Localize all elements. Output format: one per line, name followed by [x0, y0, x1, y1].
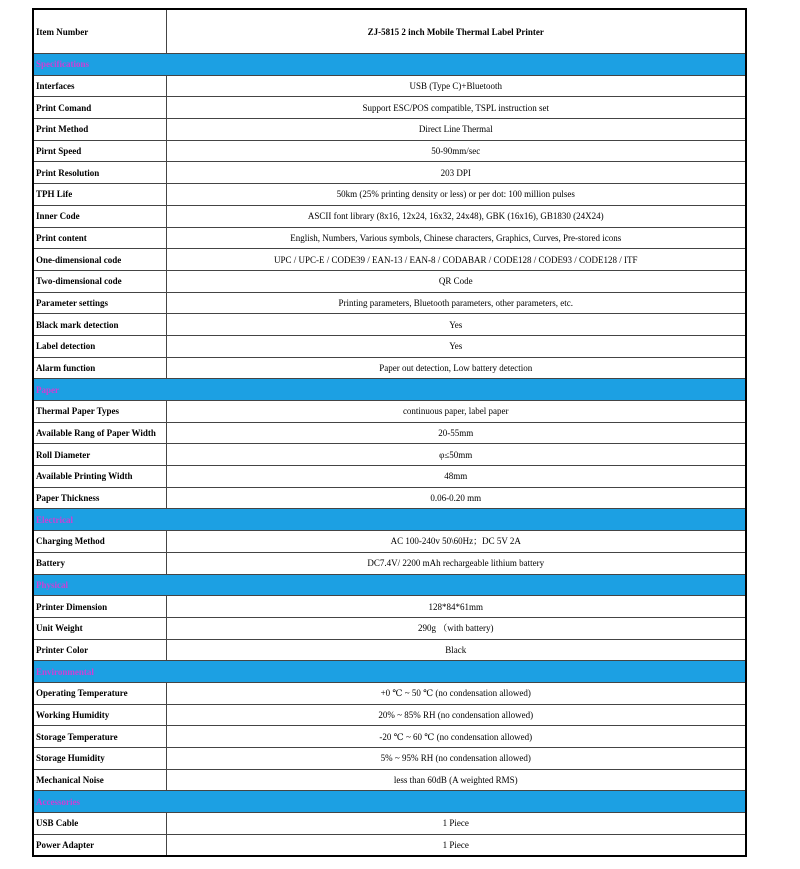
spec-value: Yes	[166, 314, 746, 336]
spec-row	[33, 813, 746, 835]
spec-row	[33, 704, 746, 726]
spec-value: -20 ℃ ~ 60 ℃ (no condensation allowed)	[166, 726, 746, 748]
spec-row	[33, 422, 746, 444]
item-number-label: Item Number	[33, 9, 166, 54]
spec-label: Working Humidity	[33, 704, 166, 726]
spec-label: One-dimensional code	[33, 249, 166, 271]
spec-row	[33, 401, 746, 423]
spec-label: Label detection	[33, 335, 166, 357]
spec-row	[33, 140, 746, 162]
spec-value: 1 Piece	[166, 834, 746, 856]
spec-row	[33, 682, 746, 704]
spec-label: TPH Life	[33, 184, 166, 206]
product-title: ZJ-5815 2 inch Mobile Thermal Label Printer	[166, 9, 746, 54]
spec-row	[33, 769, 746, 791]
spec-label: Printer Color	[33, 639, 166, 661]
section-title: Physical	[33, 574, 746, 596]
spec-label: Parameter settings	[33, 292, 166, 314]
spec-table-body	[33, 9, 746, 856]
section-title: Paper	[33, 379, 746, 401]
spec-value: Paper out detection, Low battery detection	[166, 357, 746, 379]
spec-value: AC 100-240v 50\60Hz；DC 5V 2A	[166, 531, 746, 553]
spec-value: 20-55mm	[166, 422, 746, 444]
spec-row	[33, 162, 746, 184]
spec-row	[33, 596, 746, 618]
spec-value: USB (Type C)+Bluetooth	[166, 75, 746, 97]
spec-value: DC7.4V/ 2200 mAh rechargeable lithium battery	[166, 552, 746, 574]
spec-value: Support ESC/POS compatible, TSPL instruction set	[166, 97, 746, 119]
spec-value: English, Numbers, Various symbols, Chinese characters, Graphics, Curves, Pre-stored icons	[166, 227, 746, 249]
spec-label: Available Printing Width	[33, 466, 166, 488]
spec-value: 128*84*61mm	[166, 596, 746, 618]
spec-value: +0 ℃ ~ 50 ℃ (no condensation allowed)	[166, 682, 746, 704]
section-header-row	[33, 54, 746, 76]
spec-value: UPC / UPC-E / CODE39 / EAN-13 / EAN-8 / CODABAR / CODE128 / CODE93 / CODE128 / ITF	[166, 249, 746, 271]
spec-label: Operating Temperature	[33, 682, 166, 704]
spec-label: Two-dimensional code	[33, 270, 166, 292]
spec-row	[33, 487, 746, 509]
spec-table	[32, 8, 747, 857]
spec-label: Pirnt Speed	[33, 140, 166, 162]
spec-label: Paper Thickness	[33, 487, 166, 509]
spec-row	[33, 75, 746, 97]
spec-value: 50km (25% printing density or less) or per dot: 100 million pulses	[166, 184, 746, 206]
spec-row	[33, 205, 746, 227]
spec-label: Storage Humidity	[33, 748, 166, 770]
spec-label: Print content	[33, 227, 166, 249]
section-title: Electrical	[33, 509, 746, 531]
spec-value: 203 DPI	[166, 162, 746, 184]
section-header-row	[33, 661, 746, 683]
spec-row	[33, 335, 746, 357]
spec-label: Power Adapter	[33, 834, 166, 856]
spec-row	[33, 639, 746, 661]
spec-label: Storage Temperature	[33, 726, 166, 748]
spec-value: Direct Line Thermal	[166, 119, 746, 141]
spec-label: Charging Method	[33, 531, 166, 553]
spec-value: QR Code	[166, 270, 746, 292]
spec-value: less than 60dB (A weighted RMS)	[166, 769, 746, 791]
spec-value: 5% ~ 95% RH (no condensation allowed)	[166, 748, 746, 770]
spec-row	[33, 184, 746, 206]
spec-row	[33, 726, 746, 748]
section-header-row	[33, 791, 746, 813]
spec-value: 48mm	[166, 466, 746, 488]
spec-value: 50-90mm/sec	[166, 140, 746, 162]
spec-label: Thermal Paper Types	[33, 401, 166, 423]
spec-value: 1 Piece	[166, 813, 746, 835]
spec-row	[33, 748, 746, 770]
section-title: Accessories	[33, 791, 746, 813]
spec-label: Mechanical Noise	[33, 769, 166, 791]
spec-value: continuous paper, label paper	[166, 401, 746, 423]
spec-row	[33, 119, 746, 141]
spec-value: 0.06-0.20 mm	[166, 487, 746, 509]
spec-value: Black	[166, 639, 746, 661]
spec-value: Printing parameters, Bluetooth parameters, other parameters, etc.	[166, 292, 746, 314]
spec-label: Available Rang of Paper Width	[33, 422, 166, 444]
spec-row	[33, 292, 746, 314]
spec-label: Black mark detection	[33, 314, 166, 336]
spec-value: 20% ~ 85% RH (no condensation allowed)	[166, 704, 746, 726]
section-header-row	[33, 509, 746, 531]
spec-value: Yes	[166, 335, 746, 357]
section-title: Specifications	[33, 54, 746, 76]
spec-row	[33, 314, 746, 336]
spec-value: 290g （with battery)	[166, 617, 746, 639]
spec-row	[33, 617, 746, 639]
spec-row	[33, 444, 746, 466]
spec-row	[33, 552, 746, 574]
spec-row	[33, 466, 746, 488]
spec-label: Print Method	[33, 119, 166, 141]
spec-label: Battery	[33, 552, 166, 574]
spec-row	[33, 357, 746, 379]
spec-row	[33, 270, 746, 292]
spec-value: ASCII font library (8x16, 12x24, 16x32, 24x48), GBK (16x16), GB1830 (24X24)	[166, 205, 746, 227]
spec-row	[33, 97, 746, 119]
spec-label: Print Comand	[33, 97, 166, 119]
spec-label: Interfaces	[33, 75, 166, 97]
spec-label: Inner Code	[33, 205, 166, 227]
spec-label: USB Cable	[33, 813, 166, 835]
spec-label: Roll Diameter	[33, 444, 166, 466]
spec-row	[33, 834, 746, 856]
spec-label: Printer Dimension	[33, 596, 166, 618]
header-row	[33, 9, 746, 54]
spec-label: Alarm function	[33, 357, 166, 379]
spec-row	[33, 531, 746, 553]
spec-label: Print Resolution	[33, 162, 166, 184]
spec-row	[33, 227, 746, 249]
spec-row	[33, 249, 746, 271]
section-header-row	[33, 379, 746, 401]
section-header-row	[33, 574, 746, 596]
section-title: Environmental	[33, 661, 746, 683]
spec-value: φ≤50mm	[166, 444, 746, 466]
spec-label: Unit Weight	[33, 617, 166, 639]
